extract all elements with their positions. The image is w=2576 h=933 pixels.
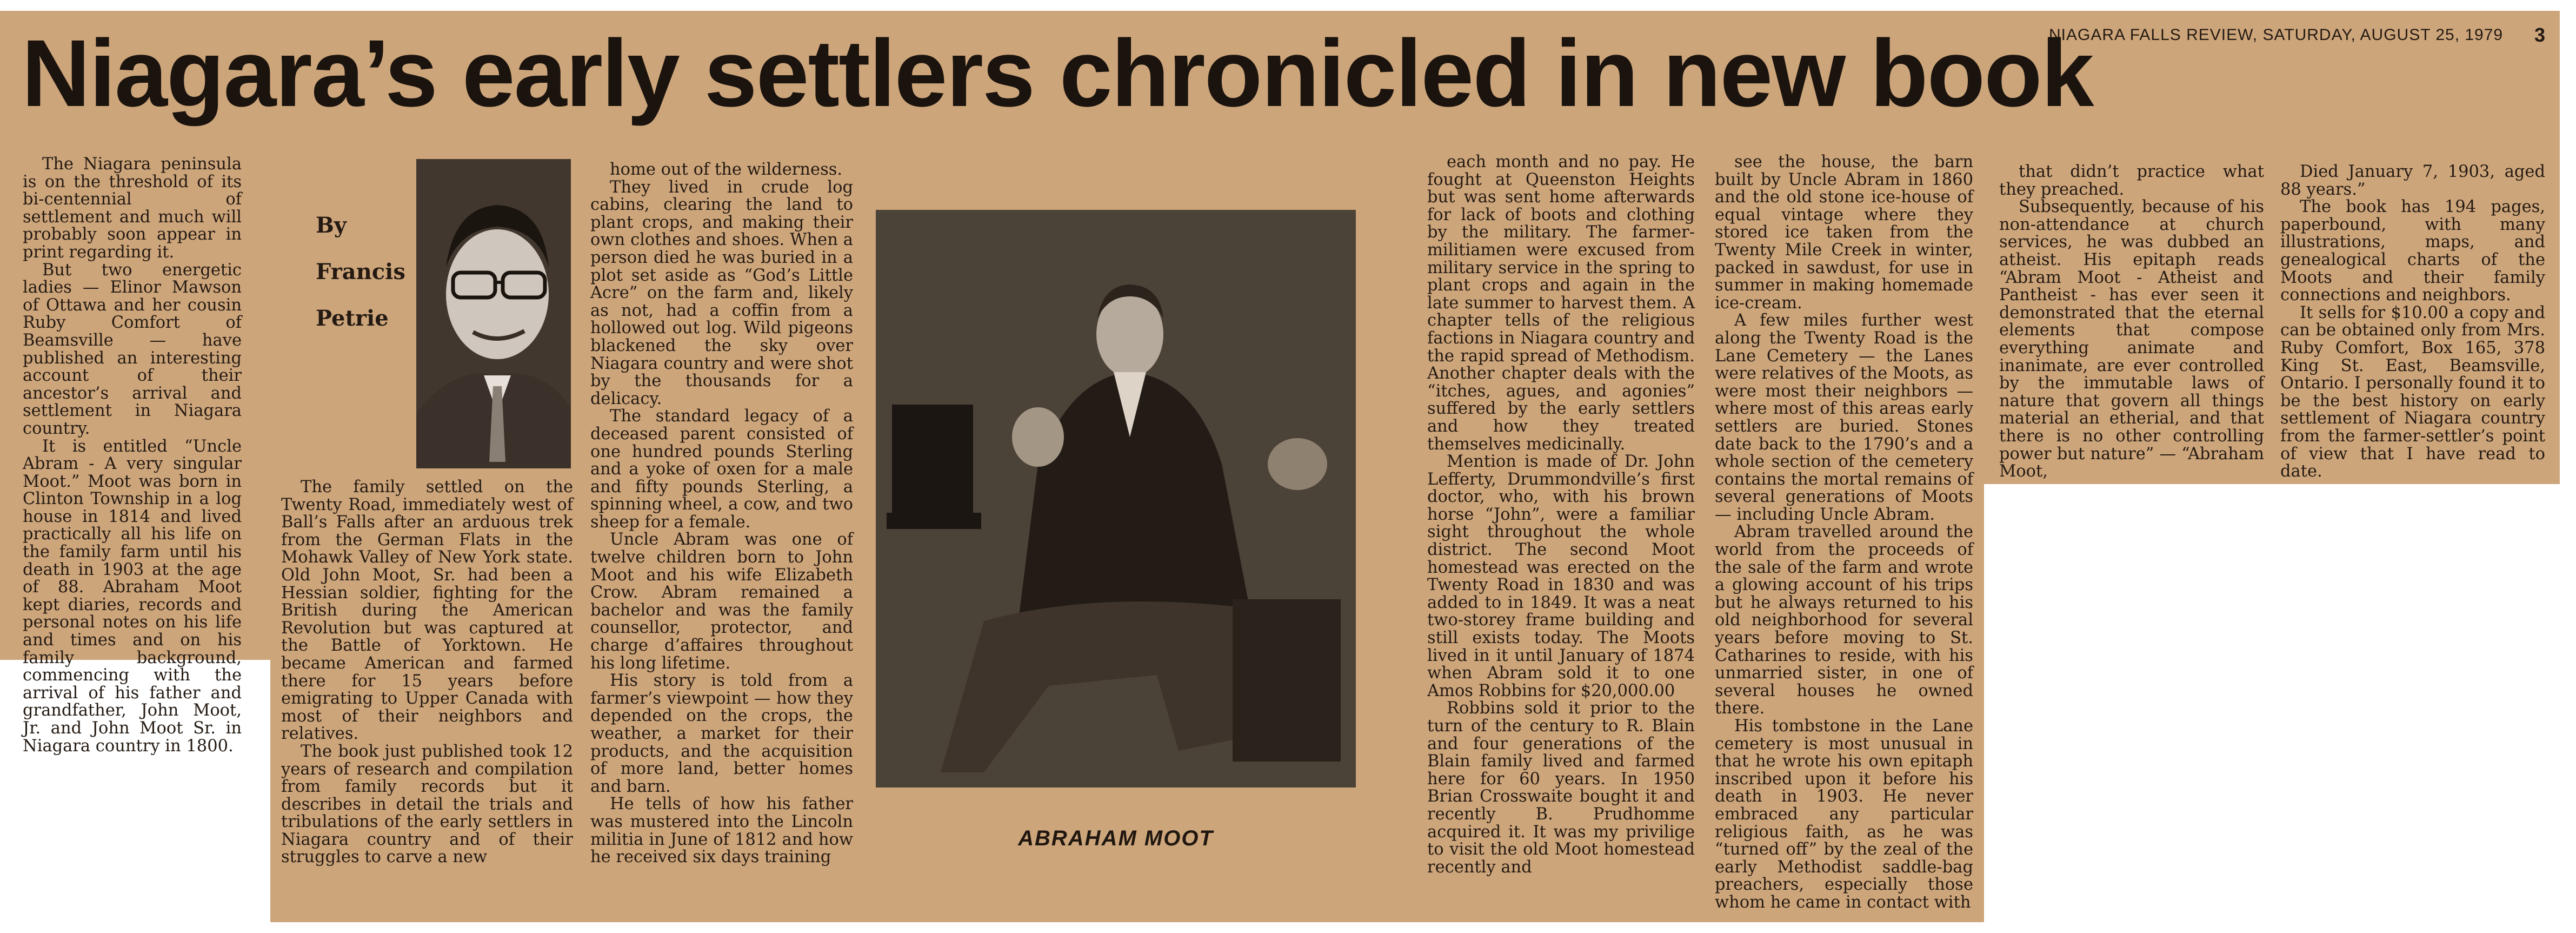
paragraph: It sells for $10.00 a copy and can be obtained only from Mrs. Ruby Comfort, Box 165, 378 King St. East, Beamsville, Ontario. I personally found it to be the best history on early settlement of Niagara country from the farmer-settler’s point of view that I have read to date. (2280, 303, 2545, 481)
paragraph: The family settled on the Twenty Road, immediately west of Ball’s Falls after an arduous trek from the German Flats in the Mohawk Valley of New York state. Old John Moot, Sr. had been a Hessian soldier, fighting for the British during the American Revolution but was captured at the Battle of Yorktown. He became American and farmed there for 15 years before emigrating to Upper Canada with most of their neighbors and relatives. (281, 478, 573, 744)
paragraph: But two energetic ladies — Elinor Mawson of Ottawa and her cousin Ruby Comfort of Beamsville — have published an interesting account of their ancestor’s arrival and settlement in Niagara country. (23, 260, 242, 438)
byline-last-name: Petrie (316, 306, 389, 331)
byline-by: By (316, 213, 347, 238)
paragraph: home out of the wilderness. (610, 160, 843, 179)
paragraph: A few miles further west along the Twenty Road is the Lane Cemetery — the Lanes were relatives of the Moots, as were most their neighbors — where most of this areas early settlers are buried. Stones date back to the 1790’s and a whole section of the cemetery contains the mortal remains of several generations of Moots — including Uncle Abram. (1715, 311, 1973, 524)
byline-first-name: Francis (316, 259, 405, 284)
article-column-5 (1715, 154, 1973, 912)
paragraph: His story is told from a farmer’s viewpoint — how they depended on the crops, the weather, a market for their products, and the acquisition of more land, better homes and barn. (590, 671, 853, 796)
paragraph: The book has 194 pages, paperbound, with many illustrations, maps, and genealogical charts of the Moots and their family connections and neighbors. (2280, 197, 2545, 305)
paragraph: Abram travelled around the world from the proceeds of the sale of the farm and wrote a glowing account of his trips but he always returned to his old neighborhood for several years before moving to St. Catharines to reside, with his unmarried sister, in one of several houses he owned there. (1715, 522, 1973, 718)
byline (316, 202, 405, 342)
paragraph: Uncle Abram was one of twelve children born to John Moot and his wife Elizabeth Crow. Abram remained a bachelor and was the family counsellor, protector, and charge d’affaires throughout his long lifetime. (590, 530, 853, 673)
paragraph: His tombstone in the Lane cemetery is most unusual in that he wrote his own epitaph inscribed upon it before his death in 1903. He never embraced any particular religious faith, as he was “turned off” by the zeal of the early Methodist saddle-bag preachers, especially those whom he came in contact with (1715, 717, 1973, 912)
paragraph: Subsequently, because of his non-attendance at church services, he was dubbed an atheist. His epitaph reads “Abram Moot - Atheist and Pantheist - has ever seen it demonstrated that the eternal elements that compose everything animate and inanimate, are ever controlled by the immutable laws of nature that govern all things material an etherial, and that there is no other controlling power but nature” — “Abraham Moot, (1999, 197, 2264, 481)
paragraph: The standard legacy of a deceased parent consisted of one hundred pounds Sterling and a yoke of oxen for a male and fifty pounds Sterling, a spinning wheel, a cow, and two sheep for a female. (590, 407, 853, 532)
article-column-3 (590, 161, 853, 866)
paragraph: that didn’t practice what they preached. (1999, 162, 2264, 199)
article-column-2 (281, 479, 573, 866)
paragraph: see the house, the barn built by Uncle Abram in 1860 and the old stone ice-house of equal vintage where they stored ice taken from the Twenty Mile Creek in winter, packed in sawdust, for use in summer in making homemade ice-cream. (1715, 153, 1973, 313)
paragraph: The book just published took 12 years of research and compilation from family records but it describes in detail the trials and tribulations of the early settlers in Niagara country and of their struggles to carve a new (281, 742, 573, 867)
article-column-1 (23, 156, 242, 755)
paragraph: He tells of how his father was mustered into the Lincoln militia in June of 1812 and how he received six days training (590, 795, 853, 867)
masthead: NIAGARA FALLS REVIEW, SATURDAY, AUGUST 25, 1979 (2049, 26, 2504, 44)
paragraph: It is entitled “Uncle Abram - A very singular Moot.” Moot was born in Clinton Township in a log house in 1814 and lived practically all his life on the family farm until his death in 1903 at the age of 88. Abraham Moot kept diaries, records and personal notes on his life and times and on his family background, commencing with the arrival of his father and grandfather, John Moot, Jr. and John Moot Sr. in Niagara country in 1800. (23, 436, 242, 756)
article-column-6 (1999, 163, 2264, 481)
paragraph: The Niagara peninsula is on the threshold of its bi-centennial of settlement and much will probably soon appear in print regarding it. (23, 155, 242, 262)
author-photo (416, 159, 571, 468)
article-column-7 (2280, 163, 2545, 481)
paragraph: Mention is made of Dr. John Lefferty, Drummondville’s first doctor, who, with his brown horse “John”, were a familiar sight throughout the whole district. The second Moot homestead was erected on the Twenty Road in 1830 and was added to in 1849. It was a neat two-storey frame building and still exists today. The Moots lived in it until January of 1874 when Abram sold it to one Amos Robbins for $20,000.00 (1427, 452, 1695, 700)
abraham-moot-photo (876, 210, 1356, 788)
paragraph: each month and no pay. He fought at Queenston Heights but was sent home afterwards for lack of boots and clothing by the military. The farmer-militiamen were excused from military service in the spring to plant crops and again in the late summer to harvest them. A chapter tells of the religious factions in Niagara country and the rapid spread of Methodism. Another chapter deals with the “itches, agues, and agonies” suffered by the early settlers and how they treated themselves medicinally. (1427, 153, 1695, 454)
page-number: 3 (2534, 24, 2546, 46)
photo-caption: ABRAHAM MOOT (1018, 826, 1214, 850)
paragraph: Died January 7, 1903, aged 88 years.” (2280, 162, 2545, 199)
headline: Niagara’s early settlers chronicled in new book (22, 21, 2093, 127)
paragraph: They lived in crude log cabins, clearing the land to plant crops, and making their own clothes and shoes. When a person died he was buried in a plot set aside as “God’s Little Acre” on the farm and, likely as not, had a coffin from a hollowed out log. Wild pigeons blackened the sky over Niagara country and were shot by the thousands for a delicacy. (590, 177, 853, 408)
article-column-4 (1427, 154, 1695, 876)
paragraph: Robbins sold it prior to the turn of the century to R. Blain and four generations of the Blain family lived and farmed here for 60 years. In 1950 Brian Crosswaite bought it and recently B. Prudhomme acquired it. It was my privilige to visit the old Moot homestead recently and (1427, 699, 1695, 877)
